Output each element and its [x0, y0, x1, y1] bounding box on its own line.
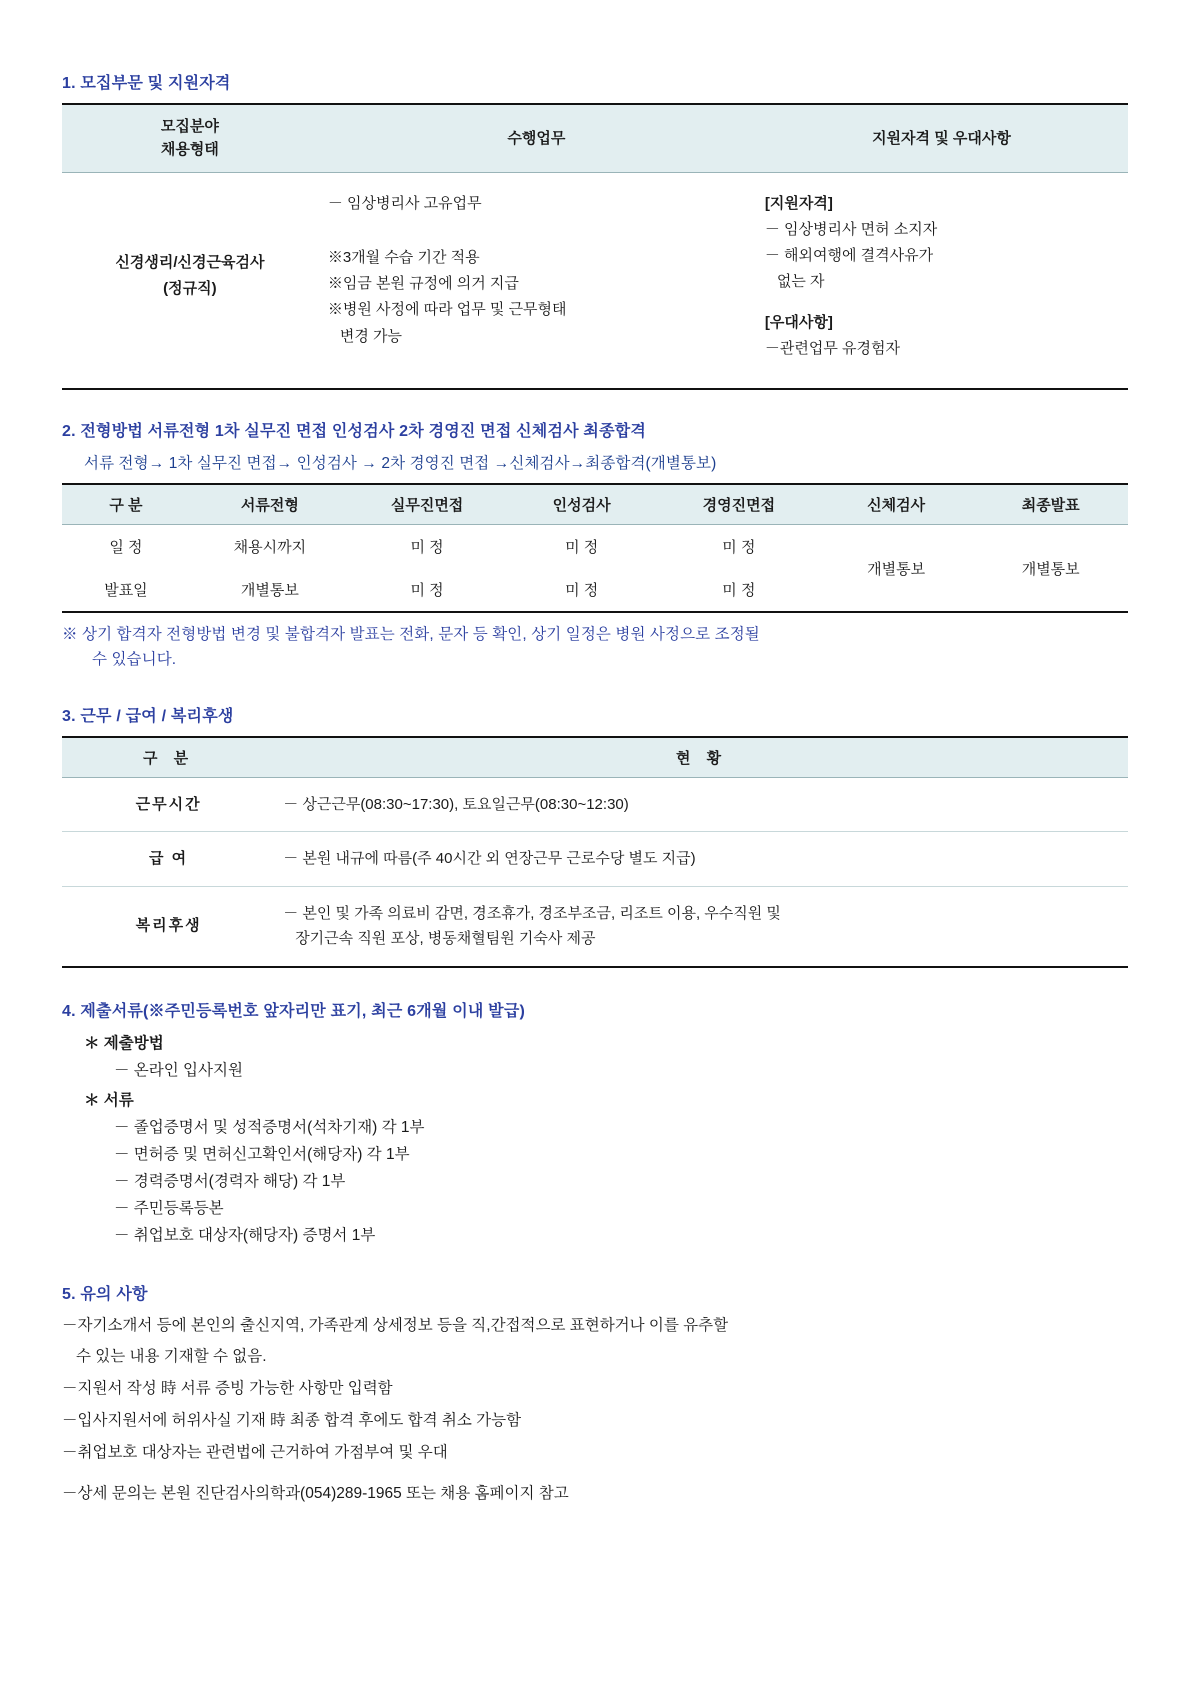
cell-executive-interview: 미 정 [722, 539, 756, 556]
row-label-welfare: 복리후생 [135, 917, 202, 935]
cell-executive-interview: 미 정 [722, 582, 756, 599]
table-row [62, 832, 1128, 887]
header-field: 모집분야 [160, 118, 219, 135]
section-4 [62, 998, 1128, 1245]
section-1 [62, 70, 1128, 390]
preference-item: －관련업무 유경험자 [764, 339, 900, 357]
document-item: － 취업보호 대상자(해당자) 증명서 1부 [114, 1226, 376, 1244]
header-employment-type: 채용형태 [160, 141, 219, 159]
notice-line: －지원서 작성 時 서류 증빙 가능한 사항만 입력함 [62, 1380, 393, 1398]
cell-personality-test: 미 정 [565, 539, 599, 556]
section-3-title: 3. 근무 / 급여 / 복리후생 [62, 707, 234, 725]
duty-line: － 임상병리사 고유업무 [327, 194, 482, 212]
qualification-item: － 임상병리사 면허 소지자 [764, 220, 938, 238]
preference-heading: [우대사항] [764, 313, 833, 331]
section-2 [62, 418, 1128, 673]
cell-field [62, 172, 318, 389]
header-executive-interview: 경영진면접 [659, 484, 819, 525]
documents-title: ＊ 서류 [84, 1091, 134, 1109]
detail-line: － 본원 내규에 따름(주 40시간 외 연장근무 근로수당 별도 지급) [283, 850, 696, 868]
table-header-row [62, 737, 1128, 778]
header-status: 현 황 [275, 737, 1128, 778]
cell-qualification [755, 172, 1128, 389]
duty-line: ※3개월 수습 기간 적용 [327, 248, 480, 266]
row-label-working-hours: 근무시간 [62, 777, 275, 832]
section-4-title: 4. 제출서류(※주민등록번호 앞자리만 표기, 최근 6개월 이내 발급) [62, 1002, 526, 1020]
schedule-note [62, 623, 1128, 673]
schedule-note-line-2: 수 있습니다. [92, 650, 177, 668]
cell-final-announcement: 개별통보 [1021, 560, 1080, 578]
notice-line: 수 있는 내용 기재할 수 없음. [76, 1348, 267, 1366]
table-row [62, 777, 1128, 832]
notice-line: －입사지원서에 허위사실 기재 時 최종 합격 후에도 합격 취소 가능함 [62, 1411, 522, 1429]
detail-line: － 본인 및 가족 의료비 감면, 경조휴가, 경조부조금, 리조트 이용, 우수직원 및 [283, 904, 781, 922]
section-5-title: 5. 유의 사항 [62, 1285, 148, 1303]
row-label-announce-date: 발표일 [104, 582, 148, 599]
document-item: － 경력증명서(경력자 해당) 각 1부 [114, 1172, 346, 1190]
header-division: 구 분 [62, 484, 190, 525]
table-row [62, 525, 1128, 569]
cell-practical-interview: 미 정 [410, 539, 444, 556]
row-label-schedule: 일 정 [109, 539, 143, 556]
selection-flow: 서류 전형→ 1차 실무진 면접→ 인성검사 → 2차 경영진 면접 →신체검사→최종합격(개별통보) [84, 455, 717, 472]
cell-physical-exam: 개별통보 [867, 560, 926, 578]
qualification-heading: [지원자격] [764, 194, 833, 212]
qualification-item: 없는 자 [776, 273, 825, 291]
cell-salary [275, 832, 1128, 887]
document-item: － 면허증 및 면허신고확인서(해당자) 각 1부 [114, 1145, 410, 1163]
submission-method-item: － 온라인 입사지원 [114, 1061, 243, 1079]
document-item: － 졸업증명서 및 성적증명서(석차기재) 각 1부 [114, 1118, 425, 1136]
spacer [765, 296, 1118, 310]
cell-practical-interview: 미 정 [410, 582, 444, 599]
header-qualification: 지원자격 및 우대사항 [755, 104, 1128, 172]
notice-line: －취업보호 대상자는 관련법에 근거하여 가점부여 및 우대 [62, 1443, 448, 1461]
duty-line: ※임금 본원 규정에 의거 지급 [327, 275, 519, 292]
notice-line: －자기소개서 등에 본인의 출신지역, 가족관계 상세정보 등을 직,간접적으로 표현하거나 이를 유추할 [62, 1316, 729, 1334]
header-field-type [62, 104, 318, 172]
field-name: 신경생리/신경근육검사 [115, 254, 265, 271]
notice-line: －상세 문의는 본원 진단검사의학과(054)289-1965 또는 채용 홈페이지 참고 [62, 1484, 569, 1502]
cell-document-screening: 채용시까지 [233, 539, 307, 556]
section-2-title: 2. 전형방법 서류전형 1차 실무진 면접 인성검사 2차 경영진 면접 신체검사 최종합격 [62, 423, 647, 440]
section-1-title: 1. 모집부문 및 지원자격 [62, 75, 231, 92]
header-personality-test: 인성검사 [504, 484, 659, 525]
schedule-table [62, 483, 1128, 613]
table-header-row [62, 104, 1128, 172]
header-document-screening: 서류전형 [190, 484, 350, 525]
recruitment-table [62, 103, 1128, 390]
header-division: 구 분 [62, 737, 275, 778]
cell-duties [318, 172, 755, 389]
duty-line: ※병원 사정에 따라 업무 및 근무형태 [327, 301, 567, 319]
qualification-item: － 해외여행에 결격사유가 [764, 247, 934, 264]
cell-personality-test: 미 정 [565, 582, 599, 599]
header-final-announcement: 최종발표 [973, 484, 1128, 525]
document-item: － 주민등록등본 [114, 1199, 224, 1217]
spacer [328, 217, 745, 231]
cell-document-screening: 개별통보 [240, 582, 299, 599]
section-5 [62, 1281, 1128, 1507]
duty-line: 변경 가능 [339, 327, 402, 345]
schedule-note-line-1: ※ 상기 합격자 전형방법 변경 및 불합격자 발표는 전화, 문자 등 확인, 상기 일정은 병원 사정으로 조정될 [62, 626, 760, 643]
detail-line: 장기근속 직원 포상, 병동채혈팀원 기숙사 제공 [295, 930, 596, 948]
table-header-row [62, 484, 1128, 525]
table-row [62, 172, 1128, 389]
spacer [328, 231, 745, 245]
detail-line: － 상근근무(08:30~17:30), 토요일근무(08:30~12:30) [283, 795, 629, 813]
field-employment-type: (정규직) [163, 280, 217, 298]
header-practical-interview: 실무진면접 [350, 484, 505, 525]
row-label-salary: 급 여 [62, 832, 275, 887]
cell-welfare [275, 886, 1128, 967]
submission-method-title: ＊ 제출방법 [84, 1034, 164, 1052]
section-3 [62, 703, 1128, 968]
benefits-table [62, 736, 1128, 968]
cell-working-hours [275, 777, 1128, 832]
table-row [62, 886, 1128, 967]
header-duties: 수행업무 [318, 104, 755, 172]
header-physical-exam: 신체검사 [819, 484, 974, 525]
